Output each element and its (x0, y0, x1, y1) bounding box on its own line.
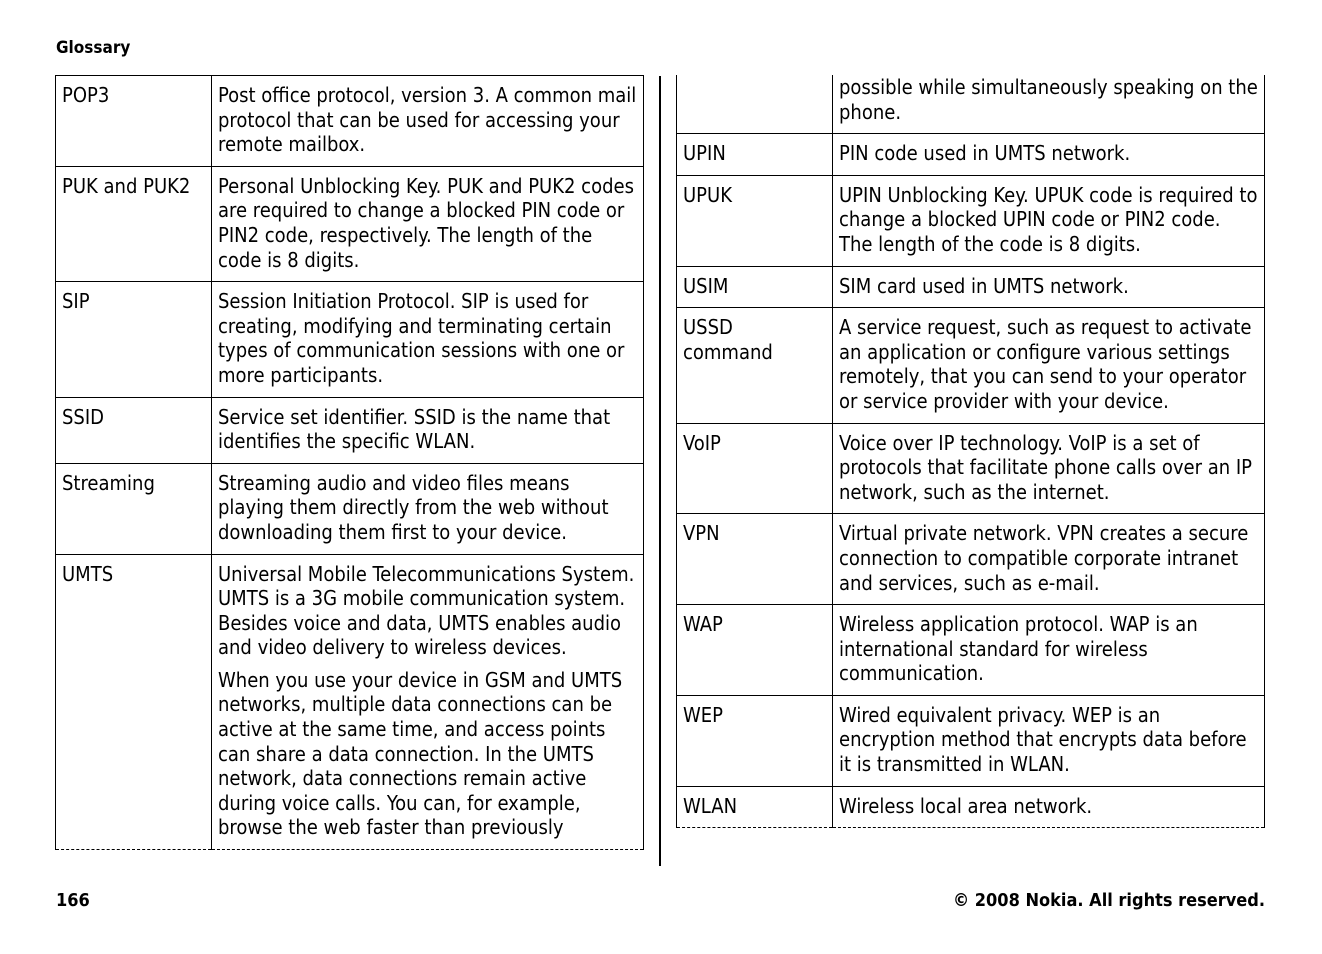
glossary-term: POP3 (56, 76, 212, 167)
glossary-term: UMTS (56, 554, 212, 850)
glossary-row (677, 308, 1265, 423)
definition-paragraph: Universal Mobile Telecommunications System. UMTS is a 3G mobile communication system. Besides voice and data, UMTS enables audio and video delivery to wireless devices. (218, 561, 635, 660)
glossary-definition (212, 282, 644, 397)
glossary-definition (833, 266, 1265, 308)
glossary-row (677, 786, 1265, 828)
glossary-definition (833, 786, 1265, 828)
definition-paragraph: Wireless local area network. (839, 793, 1093, 818)
glossary-table-right (676, 75, 1265, 828)
glossary-body-left (56, 76, 644, 850)
definition-paragraph: UPIN Unblocking Key. UPUK code is required to change a blocked UPIN code or PIN2 code. The length of the code is 8 digits. (839, 182, 1258, 256)
glossary-row (677, 266, 1265, 308)
copyright-notice: © 2008 Nokia. All rights reserved. (952, 890, 1265, 911)
definition-paragraph: Wired equivalent privacy. WEP is an encryption method that encrypts data before it is transmitted in WLAN. (839, 702, 1247, 777)
glossary-term: UPIN (677, 134, 833, 176)
glossary-row (677, 175, 1265, 266)
glossary-definition (833, 134, 1265, 176)
glossary-term: PUK and PUK2 (56, 166, 212, 281)
definition-paragraph: Personal Unblocking Key. PUK and PUK2 codes are required to change a blocked PIN code or PIN2 code, respectively. The length of the code is 8 digits. (218, 173, 634, 272)
definition-paragraph: Service set identifier. SSID is the name that identifies the specific WLAN. (218, 404, 611, 454)
glossary-definition (833, 514, 1265, 605)
glossary-row (56, 166, 644, 281)
glossary-term: VPN (677, 514, 833, 605)
glossary-row (56, 554, 644, 850)
definition-paragraph: Streaming audio and video files means playing them directly from the web without downloading them first to your device. (218, 470, 609, 544)
glossary-row (677, 423, 1265, 514)
glossary-definition (833, 605, 1265, 696)
definition-paragraph: A service request, such as request to activate an application or configure various settings remotely, that you can send to your operator or service provider with your device. (839, 315, 1252, 413)
glossary-term: WLAN (677, 786, 833, 828)
glossary-definition (212, 166, 644, 281)
glossary-row (677, 695, 1265, 786)
glossary-definition (212, 76, 644, 167)
glossary-definition (212, 463, 644, 554)
definition-paragraph: Voice over IP technology. VoIP is a set of protocols that facilitate phone calls over an IP network, such as the internet. (839, 430, 1252, 504)
glossary-row (677, 75, 1265, 134)
glossary-term: USSD command (677, 308, 833, 423)
definition-paragraph: When you use your device in GSM and UMTS networks, multiple data connections can be active at the same time, and access points can share a data connection. In the UMTS network, data connections remain active during voice calls. You can, for example, browse the web faster than previously (218, 667, 623, 840)
glossary-table-left (55, 75, 644, 850)
glossary-row (677, 605, 1265, 696)
glossary-term: UPUK (677, 175, 833, 266)
glossary-row (56, 397, 644, 463)
glossary-term: SIP (56, 282, 212, 397)
glossary-term: VoIP (677, 423, 833, 514)
section-title: Glossary (56, 38, 131, 58)
glossary-definition (212, 397, 644, 463)
page-number: 166 (56, 890, 90, 911)
glossary-row (56, 76, 644, 167)
glossary-definition (833, 423, 1265, 514)
column-divider (659, 76, 661, 866)
glossary-term: WEP (677, 695, 833, 786)
glossary-definition (212, 554, 644, 850)
glossary-definition (833, 308, 1265, 423)
glossary-term: WAP (677, 605, 833, 696)
definition-paragraph: possible while simultaneously speaking on the phone. (839, 75, 1258, 124)
glossary-definition (833, 695, 1265, 786)
definition-paragraph: Session Initiation Protocol. SIP is used for creating, modifying and terminating certain types of communication sessions with one or more participants. (218, 289, 625, 387)
glossary-term (677, 75, 833, 134)
glossary-row (56, 463, 644, 554)
glossary-term: SSID (56, 397, 212, 463)
glossary-definition (833, 75, 1265, 134)
glossary-term: Streaming (56, 463, 212, 554)
definition-paragraph: PIN code used in UMTS network. (839, 141, 1131, 166)
definition-paragraph: Wireless application protocol. WAP is an international standard for wireless communication. (839, 612, 1198, 686)
glossary-row (677, 514, 1265, 605)
definition-paragraph: Virtual private network. VPN creates a secure connection to compatible corporate intranet and services, such as e-mail. (839, 521, 1249, 595)
definition-paragraph: SIM card used in UMTS network. (839, 273, 1129, 298)
definition-paragraph: Post office protocol, version 3. A common mail protocol that can be used for accessing your remote mailbox. (218, 83, 637, 157)
glossary-body-right (677, 75, 1265, 828)
glossary-row (677, 134, 1265, 176)
glossary-term: USIM (677, 266, 833, 308)
glossary-definition (833, 175, 1265, 266)
glossary-row (56, 282, 644, 397)
